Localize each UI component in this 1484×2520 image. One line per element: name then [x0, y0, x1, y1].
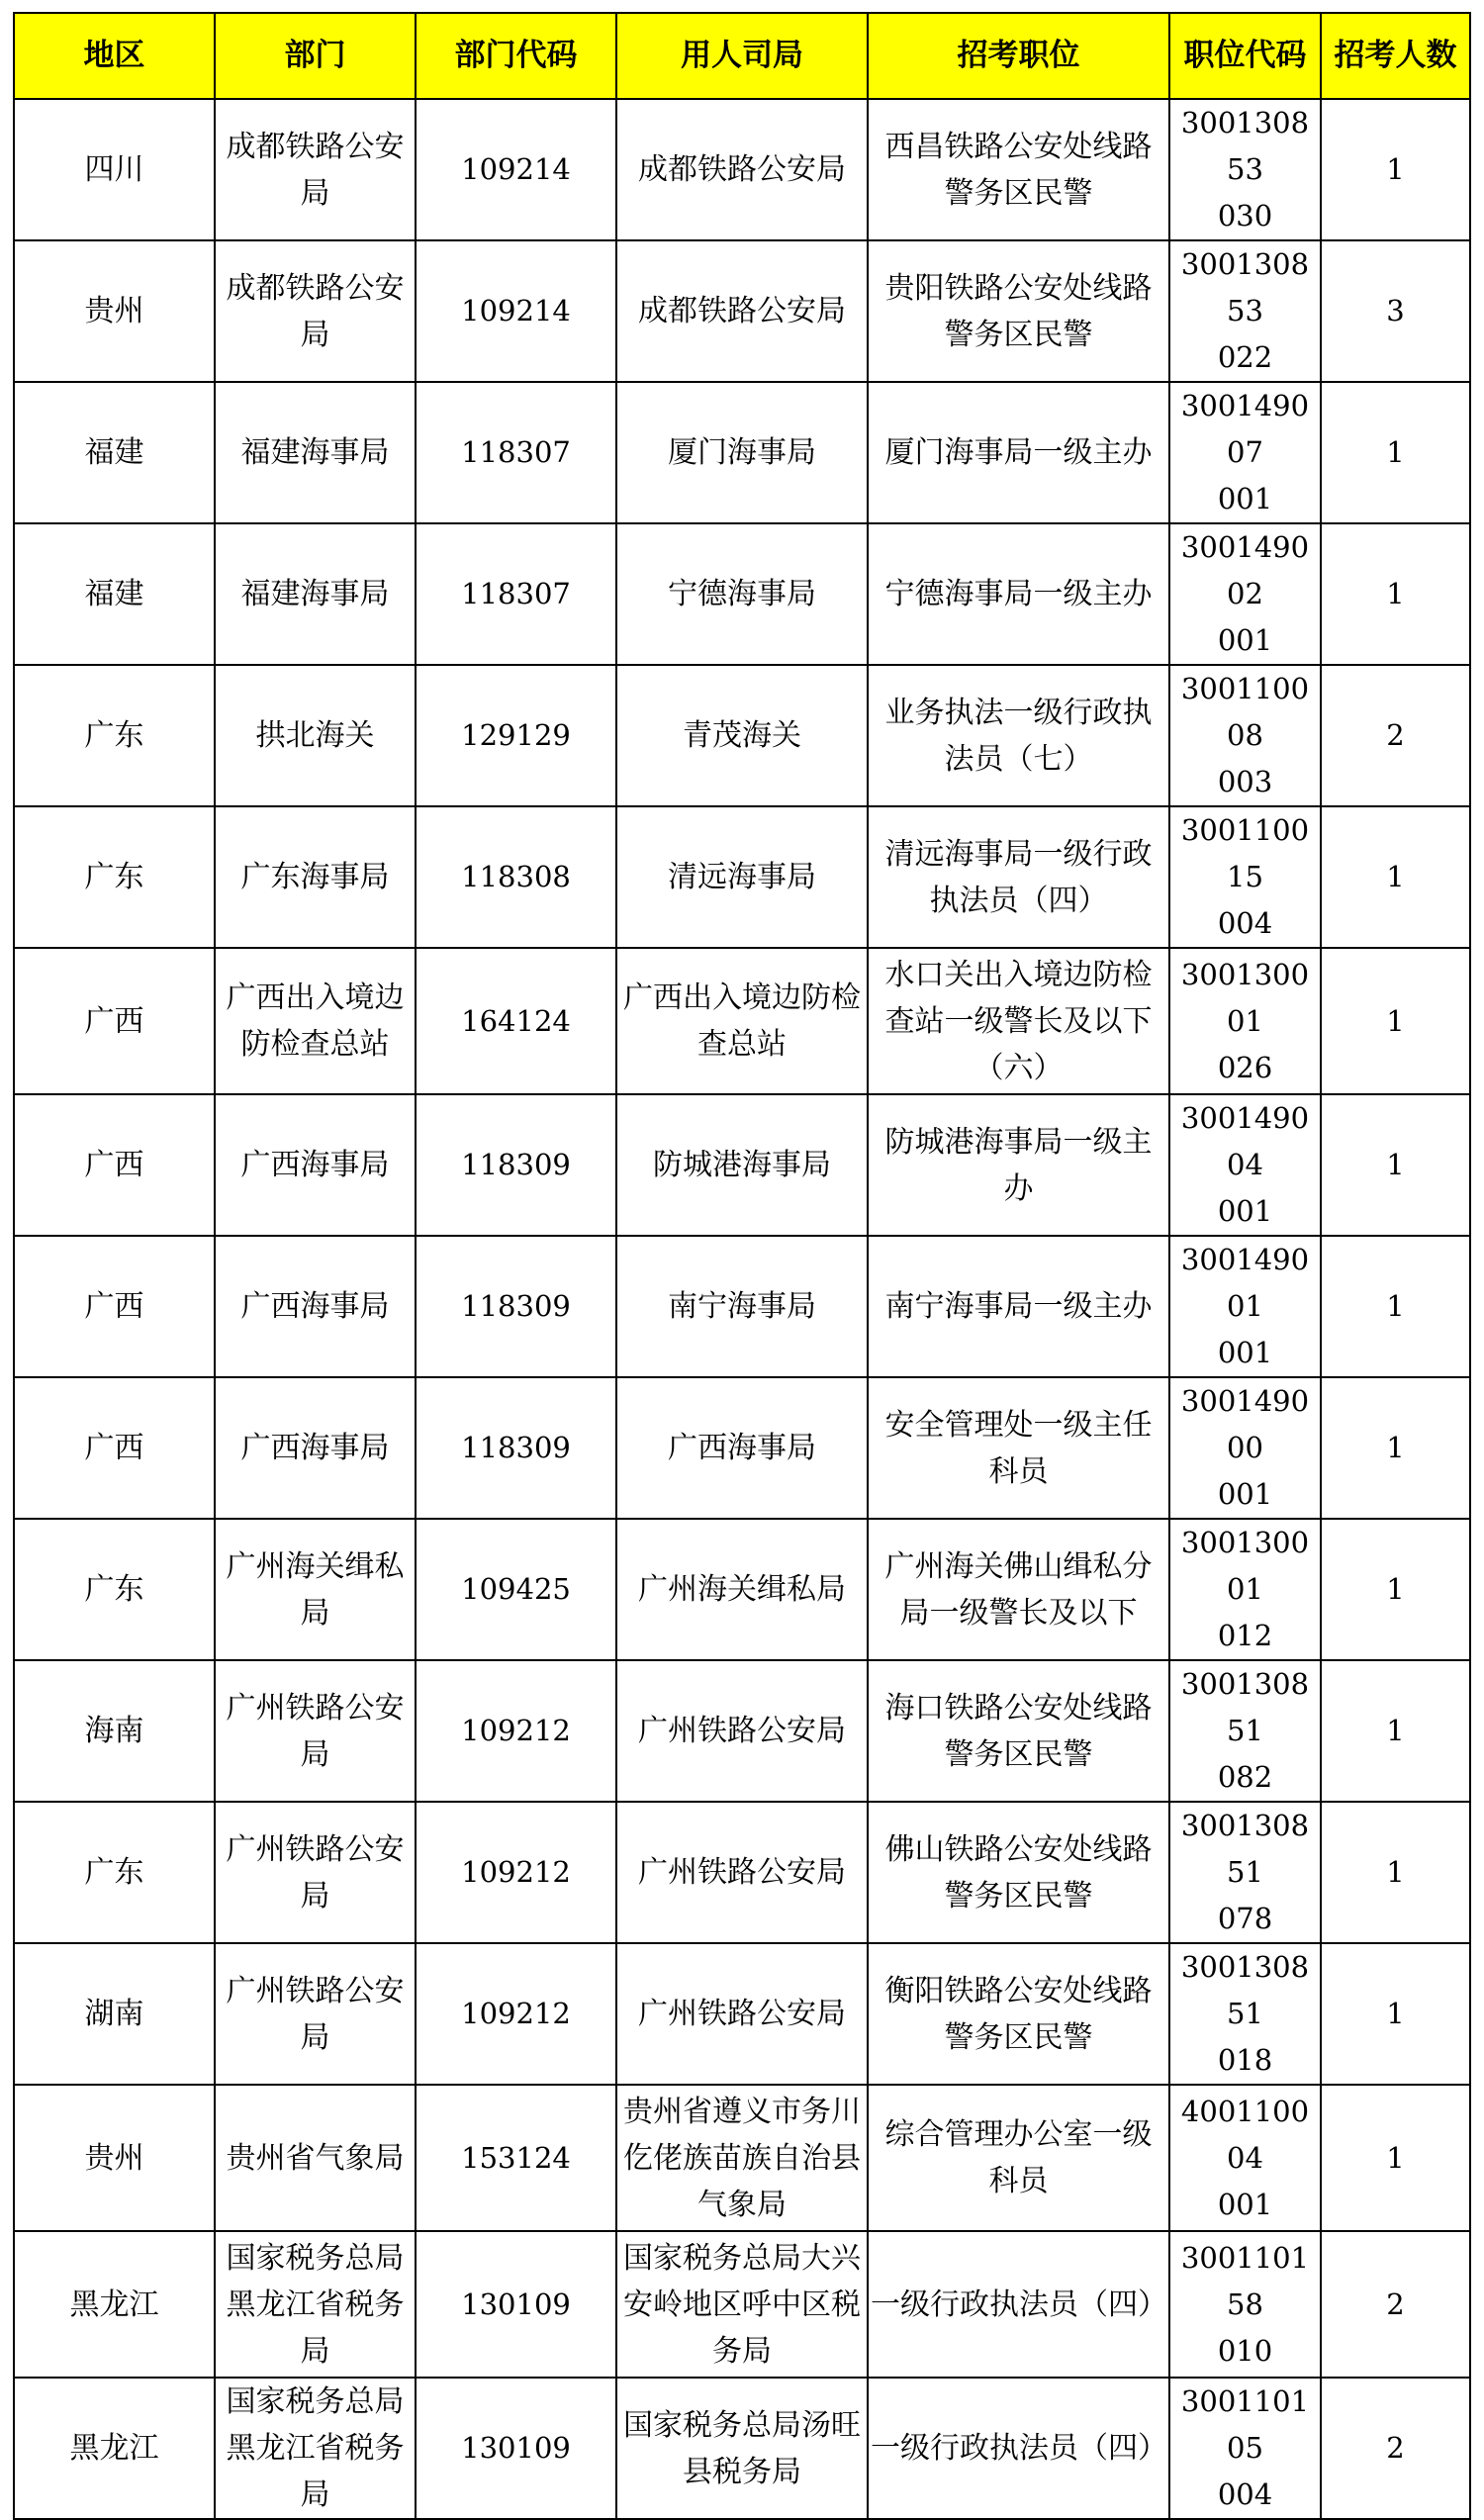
- cell-position: 综合管理办公室一级科员: [868, 2085, 1169, 2231]
- cell-department: 广州海关缉私局: [215, 1519, 416, 1660]
- cell-hiring-count: 1: [1321, 806, 1470, 948]
- table-header: [14, 13, 1470, 99]
- cell-position-code: 300130851 018: [1169, 1943, 1321, 2085]
- cell-position: 南宁海事局一级主办: [868, 1236, 1169, 1377]
- cell-region: 广东: [14, 806, 215, 948]
- cell-hiring-count: 1: [1321, 1519, 1470, 1660]
- cell-department-code: 130109: [416, 2231, 616, 2378]
- cell-position: 安全管理处一级主任科员: [868, 1377, 1169, 1519]
- table-row: [14, 806, 1470, 948]
- table-row: [14, 1943, 1470, 2085]
- header-department-code: 部门代码: [416, 13, 616, 99]
- cell-position: 衡阳铁路公安处线路警务区民警: [868, 1943, 1169, 2085]
- cell-position: 业务执法一级行政执法员（七）: [868, 665, 1169, 806]
- cell-hiring-count: 1: [1321, 523, 1470, 665]
- cell-hiring-count: 1: [1321, 1094, 1470, 1236]
- cell-department-code: 118309: [416, 1236, 616, 1377]
- cell-position-code: 300110105 004: [1169, 2378, 1321, 2519]
- cell-department-code: 118307: [416, 523, 616, 665]
- cell-hiring-count: 2: [1321, 665, 1470, 806]
- cell-department: 广东海事局: [215, 806, 416, 948]
- cell-hiring-bureau: 国家税务总局大兴安岭地区呼中区税务局: [616, 2231, 868, 2378]
- cell-hiring-bureau: 国家税务总局汤旺县税务局: [616, 2378, 868, 2519]
- table-row: [14, 2085, 1470, 2231]
- header-position: 招考职位: [868, 13, 1169, 99]
- cell-hiring-bureau: 防城港海事局: [616, 1094, 868, 1236]
- cell-hiring-count: 1: [1321, 1943, 1470, 2085]
- cell-hiring-count: 1: [1321, 99, 1470, 240]
- cell-department-code: 109214: [416, 240, 616, 382]
- cell-position-code: 300110158 010: [1169, 2231, 1321, 2378]
- cell-position-code: 300130853 030: [1169, 99, 1321, 240]
- cell-department-code: 118307: [416, 382, 616, 523]
- table-row: [14, 2378, 1470, 2519]
- cell-department: 成都铁路公安局: [215, 99, 416, 240]
- cell-department-code: 118308: [416, 806, 616, 948]
- cell-region: 福建: [14, 382, 215, 523]
- cell-department-code: 109212: [416, 1660, 616, 1802]
- cell-department-code: 109425: [416, 1519, 616, 1660]
- cell-department: 国家税务总局黑龙江省税务局: [215, 2378, 416, 2519]
- cell-department: 广西海事局: [215, 1094, 416, 1236]
- cell-position-code: 300130851 082: [1169, 1660, 1321, 1802]
- cell-department: 贵州省气象局: [215, 2085, 416, 2231]
- cell-hiring-bureau: 青茂海关: [616, 665, 868, 806]
- header-department: 部门: [215, 13, 416, 99]
- table-row: [14, 2231, 1470, 2378]
- cell-position: 一级行政执法员（四）: [868, 2378, 1169, 2519]
- cell-hiring-bureau: 成都铁路公安局: [616, 99, 868, 240]
- table-row: [14, 523, 1470, 665]
- cell-position-code: 300130001 012: [1169, 1519, 1321, 1660]
- cell-position: 佛山铁路公安处线路警务区民警: [868, 1802, 1169, 1943]
- cell-position: 广州海关佛山缉私分局一级警长及以下: [868, 1519, 1169, 1660]
- cell-hiring-bureau: 广西出入境边防检查总站: [616, 948, 868, 1094]
- table-row: [14, 665, 1470, 806]
- cell-department: 广西海事局: [215, 1377, 416, 1519]
- cell-position-code: 300110015 004: [1169, 806, 1321, 948]
- cell-position-code: 300149001 001: [1169, 1236, 1321, 1377]
- cell-region: 黑龙江: [14, 2378, 215, 2519]
- cell-department-code: 109214: [416, 99, 616, 240]
- cell-position-code: 300110008 003: [1169, 665, 1321, 806]
- cell-department: 广西海事局: [215, 1236, 416, 1377]
- cell-position-code: 300130853 022: [1169, 240, 1321, 382]
- job-listing-table: [13, 12, 1471, 2520]
- cell-region: 贵州: [14, 240, 215, 382]
- cell-position: 厦门海事局一级主办: [868, 382, 1169, 523]
- cell-hiring-bureau: 清远海事局: [616, 806, 868, 948]
- table-row: [14, 382, 1470, 523]
- cell-department-code: 109212: [416, 1943, 616, 2085]
- cell-hiring-bureau: 广州海关缉私局: [616, 1519, 868, 1660]
- table-body: [14, 99, 1470, 2519]
- cell-region: 海南: [14, 1660, 215, 1802]
- cell-position-code: 300149000 001: [1169, 1377, 1321, 1519]
- cell-department: 广州铁路公安局: [215, 1802, 416, 1943]
- cell-region: 广东: [14, 1519, 215, 1660]
- table-row: [14, 1519, 1470, 1660]
- cell-hiring-count: 1: [1321, 948, 1470, 1094]
- cell-position-code: 300130001 026: [1169, 948, 1321, 1094]
- cell-department-code: 118309: [416, 1377, 616, 1519]
- cell-hiring-bureau: 厦门海事局: [616, 382, 868, 523]
- cell-hiring-bureau: 广州铁路公安局: [616, 1802, 868, 1943]
- cell-hiring-count: 1: [1321, 382, 1470, 523]
- header-row: [14, 13, 1470, 99]
- cell-hiring-bureau: 南宁海事局: [616, 1236, 868, 1377]
- cell-hiring-bureau: 广西海事局: [616, 1377, 868, 1519]
- cell-hiring-count: 3: [1321, 240, 1470, 382]
- cell-position: 海口铁路公安处线路警务区民警: [868, 1660, 1169, 1802]
- cell-hiring-bureau: 广州铁路公安局: [616, 1943, 868, 2085]
- cell-hiring-bureau: 广州铁路公安局: [616, 1660, 868, 1802]
- cell-hiring-bureau: 贵州省遵义市务川仡佬族苗族自治县气象局: [616, 2085, 868, 2231]
- cell-hiring-count: 2: [1321, 2231, 1470, 2378]
- header-hiring-count: 招考人数: [1321, 13, 1470, 99]
- header-hiring-bureau: 用人司局: [616, 13, 868, 99]
- cell-department: 福建海事局: [215, 382, 416, 523]
- cell-region: 湖南: [14, 1943, 215, 2085]
- cell-region: 福建: [14, 523, 215, 665]
- cell-department: 拱北海关: [215, 665, 416, 806]
- header-position-code: 职位代码: [1169, 13, 1321, 99]
- cell-department-code: 130109: [416, 2378, 616, 2519]
- cell-hiring-bureau: 宁德海事局: [616, 523, 868, 665]
- cell-department: 成都铁路公安局: [215, 240, 416, 382]
- cell-department: 广州铁路公安局: [215, 1943, 416, 2085]
- header-region: 地区: [14, 13, 215, 99]
- table-row: [14, 1236, 1470, 1377]
- cell-region: 黑龙江: [14, 2231, 215, 2378]
- cell-position-code: 300130851 078: [1169, 1802, 1321, 1943]
- cell-department-code: 109212: [416, 1802, 616, 1943]
- table-row: [14, 1802, 1470, 1943]
- cell-region: 广东: [14, 665, 215, 806]
- table-row: [14, 1094, 1470, 1236]
- cell-position-code: 300149004 001: [1169, 1094, 1321, 1236]
- cell-position: 防城港海事局一级主办: [868, 1094, 1169, 1236]
- cell-department-code: 164124: [416, 948, 616, 1094]
- cell-department-code: 118309: [416, 1094, 616, 1236]
- cell-hiring-bureau: 成都铁路公安局: [616, 240, 868, 382]
- table-row: [14, 240, 1470, 382]
- cell-region: 广西: [14, 1377, 215, 1519]
- cell-region: 广东: [14, 1802, 215, 1943]
- cell-hiring-count: 1: [1321, 1236, 1470, 1377]
- cell-region: 四川: [14, 99, 215, 240]
- cell-region: 贵州: [14, 2085, 215, 2231]
- cell-department: 广西出入境边防检查总站: [215, 948, 416, 1094]
- cell-position: 宁德海事局一级主办: [868, 523, 1169, 665]
- cell-department: 广州铁路公安局: [215, 1660, 416, 1802]
- cell-position: 一级行政执法员（四）: [868, 2231, 1169, 2378]
- cell-department: 福建海事局: [215, 523, 416, 665]
- cell-hiring-count: 1: [1321, 2085, 1470, 2231]
- cell-region: 广西: [14, 948, 215, 1094]
- cell-department-code: 153124: [416, 2085, 616, 2231]
- cell-position-code: 300149002 001: [1169, 523, 1321, 665]
- cell-hiring-count: 1: [1321, 1377, 1470, 1519]
- cell-position: 西昌铁路公安处线路警务区民警: [868, 99, 1169, 240]
- table-row: [14, 99, 1470, 240]
- cell-position: 清远海事局一级行政执法员（四）: [868, 806, 1169, 948]
- cell-position-code: 400110004 001: [1169, 2085, 1321, 2231]
- cell-region: 广西: [14, 1236, 215, 1377]
- cell-hiring-count: 1: [1321, 1660, 1470, 1802]
- cell-position-code: 300149007 001: [1169, 382, 1321, 523]
- table-row: [14, 1660, 1470, 1802]
- cell-hiring-count: 2: [1321, 2378, 1470, 2519]
- table-row: [14, 1377, 1470, 1519]
- cell-position: 贵阳铁路公安处线路警务区民警: [868, 240, 1169, 382]
- cell-position: 水口关出入境边防检查站一级警长及以下（六）: [868, 948, 1169, 1094]
- table-row: [14, 948, 1470, 1094]
- cell-hiring-count: 1: [1321, 1802, 1470, 1943]
- cell-region: 广西: [14, 1094, 215, 1236]
- cell-department-code: 129129: [416, 665, 616, 806]
- cell-department: 国家税务总局黑龙江省税务局: [215, 2231, 416, 2378]
